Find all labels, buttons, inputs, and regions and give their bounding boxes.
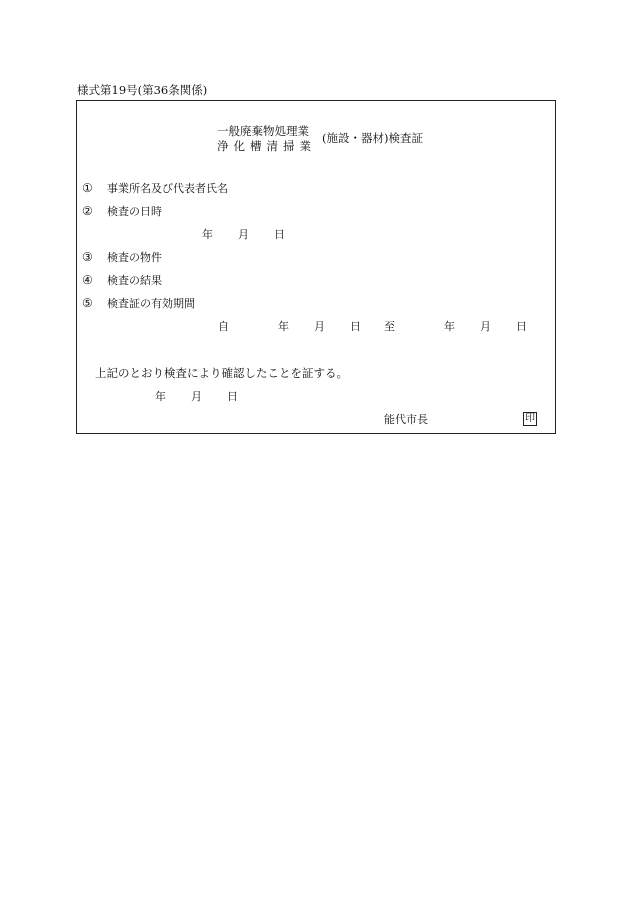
validity-to-year-unit: 年 bbox=[444, 320, 455, 333]
item-label-inspection-result: 検査の結果 bbox=[107, 274, 162, 287]
item-label-business-name: 事業所名及び代表者氏名 bbox=[107, 182, 228, 195]
item-number: ① bbox=[82, 181, 93, 195]
issue-date-day-unit: 日 bbox=[227, 390, 238, 403]
item-number: ④ bbox=[82, 273, 93, 287]
inspection-date-year-unit: 年 bbox=[202, 228, 213, 241]
title-line-septic-cleaning: 浄化槽清掃業 bbox=[217, 139, 316, 153]
title-suffix: (施設・器材)検査証 bbox=[322, 131, 423, 145]
validity-to-label: 至 bbox=[384, 320, 395, 333]
validity-from-day-unit: 日 bbox=[350, 320, 361, 333]
issue-date-month-unit: 月 bbox=[191, 390, 202, 403]
certificate-frame bbox=[76, 100, 556, 434]
form-number-label: 様式第19号(第36条関係) bbox=[77, 83, 208, 97]
item-label-validity-period: 検査証の有効期間 bbox=[107, 297, 195, 310]
item-number: ② bbox=[82, 204, 93, 218]
issuer-name: 能代市長 bbox=[384, 413, 428, 426]
validity-from-month-unit: 月 bbox=[314, 320, 325, 333]
inspection-date-day-unit: 日 bbox=[274, 228, 285, 241]
inspection-date-month-unit: 月 bbox=[238, 228, 249, 241]
validity-to-day-unit: 日 bbox=[516, 320, 527, 333]
item-label-inspected-property: 検査の物件 bbox=[107, 251, 162, 264]
seal-mark: 印 bbox=[525, 413, 535, 424]
validity-from-year-unit: 年 bbox=[278, 320, 289, 333]
item-number: ⑤ bbox=[82, 296, 93, 310]
issue-date-year-unit: 年 bbox=[155, 390, 166, 403]
validity-from-label: 自 bbox=[218, 320, 229, 333]
item-number: ③ bbox=[82, 250, 93, 264]
item-label-inspection-datetime: 検査の日時 bbox=[107, 205, 162, 218]
certification-statement: 上記のとおり検査により確認したことを証する。 bbox=[95, 366, 348, 380]
title-line-waste-disposal: 一般廃棄物処理業 bbox=[217, 124, 309, 138]
validity-to-month-unit: 月 bbox=[480, 320, 491, 333]
